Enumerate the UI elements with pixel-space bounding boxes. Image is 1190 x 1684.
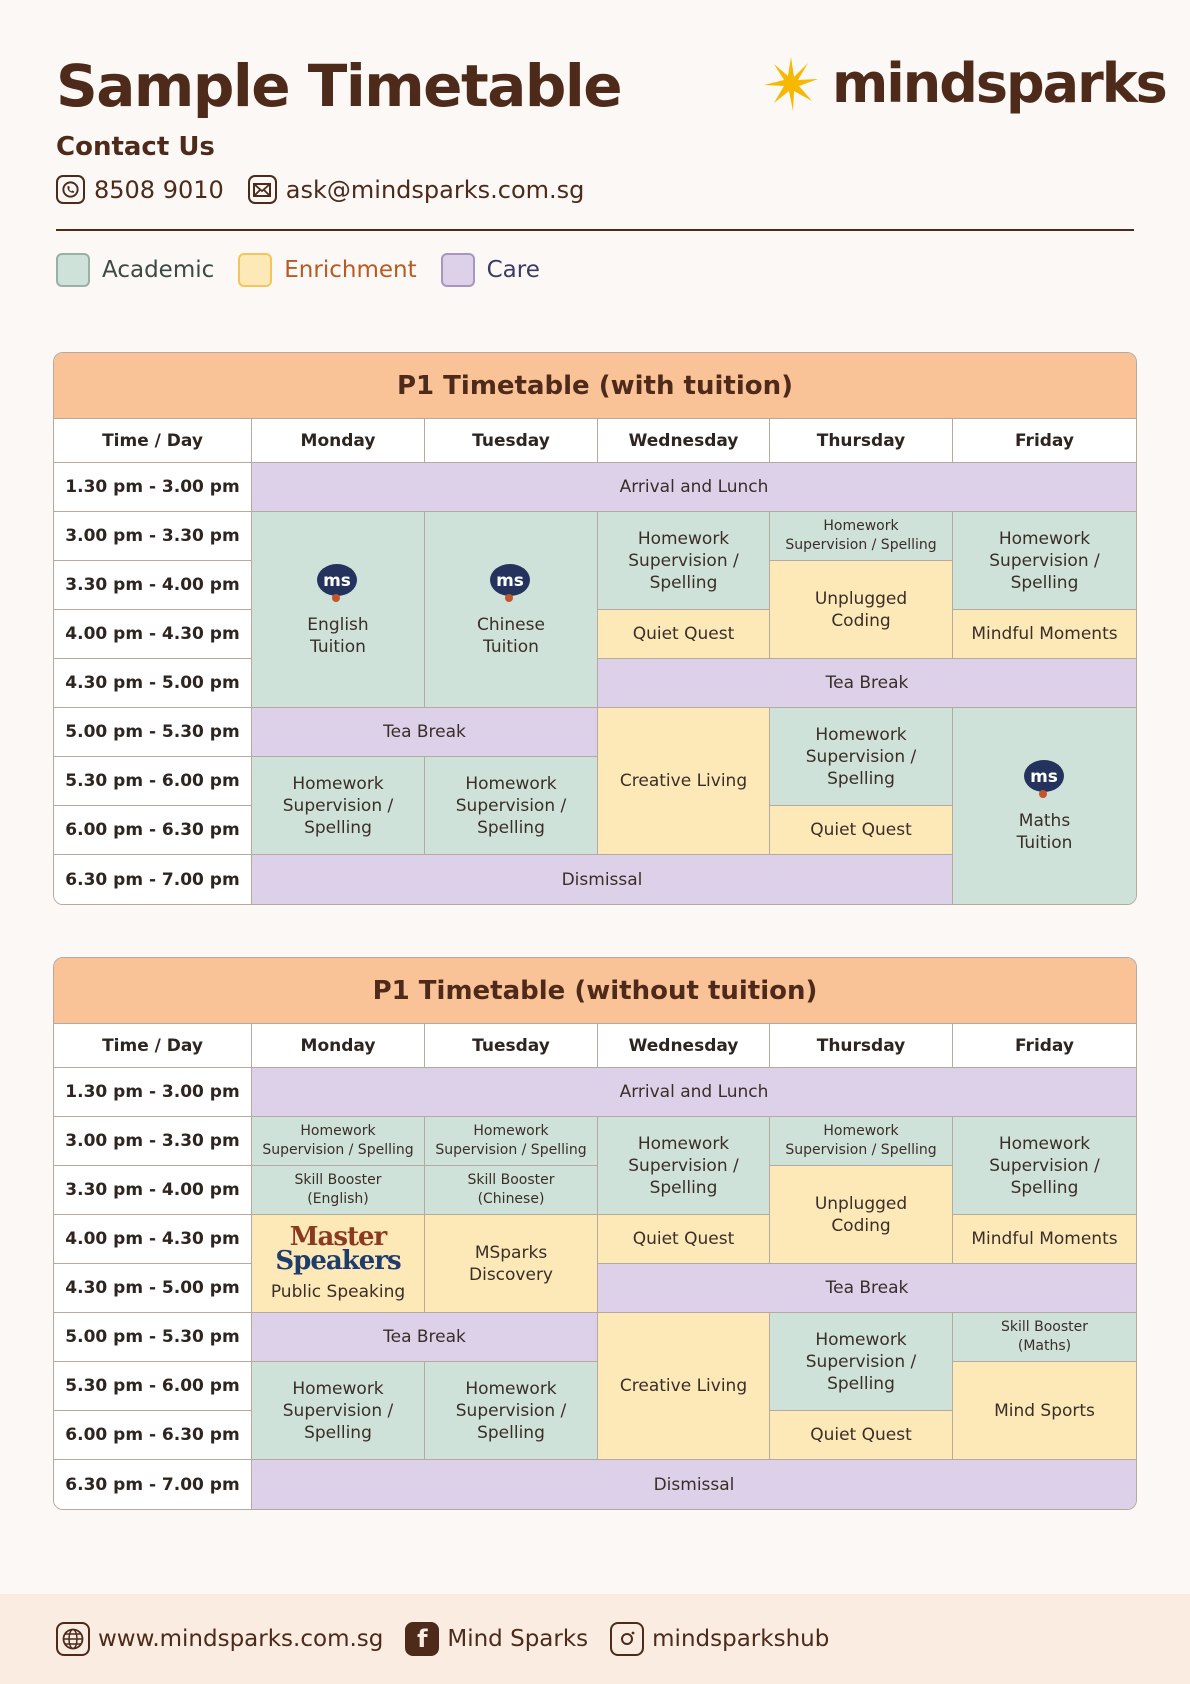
email-address: ask@mindsparks.com.sg	[285, 175, 585, 204]
activity-tea-break: Tea Break	[598, 659, 1136, 708]
legend-enrichment	[238, 253, 416, 287]
time-cell: 5.30 pm - 6.00 pm	[54, 757, 252, 806]
activity-quiet-quest: Quiet Quest	[598, 1215, 770, 1264]
activity-tea-break: Tea Break	[252, 1313, 598, 1362]
phone-number: 8508 9010	[94, 175, 224, 204]
instagram-link[interactable]	[610, 1622, 829, 1656]
time-cell: 6.30 pm - 7.00 pm	[54, 855, 252, 904]
legend	[56, 253, 564, 287]
activity-homework: Homework Supervision / Spelling	[770, 512, 953, 561]
activity-unplugged-coding: Unplugged Coding	[770, 561, 953, 659]
mail-icon	[248, 175, 277, 204]
header-cell: Tuesday	[425, 419, 598, 463]
header-divider	[56, 229, 1134, 231]
enrichment-swatch	[238, 253, 272, 287]
activity-quiet-quest: Quiet Quest	[770, 1411, 953, 1460]
email-contact[interactable]	[248, 175, 585, 204]
activity-msparks-discovery: MSparks Discovery	[425, 1215, 598, 1313]
time-cell: 6.00 pm - 6.30 pm	[54, 806, 252, 855]
activity-mindful-moments: Mindful Moments	[953, 1215, 1136, 1264]
time-cell: 5.00 pm - 5.30 pm	[54, 708, 252, 757]
ms-tuition-icon	[316, 562, 360, 604]
activity-mind-sports: Mind Sports	[953, 1362, 1136, 1460]
timetable-grid	[54, 419, 1136, 904]
legend-care	[441, 253, 540, 287]
activity-homework: Homework Supervision / Spelling	[598, 512, 770, 610]
time-cell: 6.30 pm - 7.00 pm	[54, 1460, 252, 1509]
activity-skill-booster: Skill Booster (Chinese)	[425, 1166, 598, 1215]
activity-tea-break: Tea Break	[252, 708, 598, 757]
website-text: www.mindsparks.com.sg	[98, 1626, 384, 1652]
activity-dismissal: Dismissal	[252, 1460, 1136, 1509]
activity-homework: Homework Supervision / Spelling	[770, 708, 953, 806]
activity-label: English Tuition	[307, 614, 369, 657]
activity-homework: Homework Supervision / Spelling	[252, 1117, 425, 1166]
activity-homework: Homework Supervision / Spelling	[252, 757, 425, 855]
activity-homework: Homework Supervision / Spelling	[425, 1362, 598, 1460]
header-cell: Thursday	[770, 1024, 953, 1068]
time-cell: 5.00 pm - 5.30 pm	[54, 1313, 252, 1362]
activity-quiet-quest: Quiet Quest	[598, 610, 770, 659]
header-cell: Wednesday	[598, 419, 770, 463]
activity-unplugged-coding: Unplugged Coding	[770, 1166, 953, 1264]
instagram-text: mindsparkshub	[652, 1626, 830, 1652]
legend-care-label: Care	[486, 257, 540, 283]
footer	[0, 1594, 1190, 1684]
header-cell: Monday	[252, 419, 425, 463]
brand-logo	[762, 52, 1166, 115]
activity-skill-booster: Skill Booster (Maths)	[953, 1313, 1136, 1362]
activity-homework: Homework Supervision / Spelling	[953, 1117, 1136, 1215]
contact-heading: Contact Us	[56, 132, 215, 162]
activity-creative-living: Creative Living	[598, 1313, 770, 1460]
activity-label: Public Speaking	[270, 1281, 406, 1302]
activity-homework: Homework Supervision / Spelling	[425, 757, 598, 855]
activity-homework: Homework Supervision / Spelling	[598, 1117, 770, 1215]
timetable-without-tuition	[53, 957, 1137, 1510]
header-cell: Monday	[252, 1024, 425, 1068]
care-swatch	[441, 253, 475, 287]
time-cell: 4.00 pm - 4.30 pm	[54, 610, 252, 659]
legend-enrichment-label: Enrichment	[284, 257, 417, 283]
activity-english-tuition	[252, 512, 425, 708]
time-cell: 4.00 pm - 4.30 pm	[54, 1215, 252, 1264]
facebook-link[interactable]	[405, 1622, 588, 1656]
activity-homework: Homework Supervision / Spelling	[770, 1117, 953, 1166]
master-speakers-logo	[275, 1221, 401, 1276]
time-cell: 5.30 pm - 6.00 pm	[54, 1362, 252, 1411]
star-burst-icon	[762, 55, 820, 113]
header-cell: Friday	[953, 419, 1136, 463]
legend-academic-label: Academic	[102, 257, 215, 283]
activity-mindful-moments: Mindful Moments	[953, 610, 1136, 659]
header-cell: Wednesday	[598, 1024, 770, 1068]
ms-tuition-icon	[489, 562, 533, 604]
activity-homework: Homework Supervision / Spelling	[770, 1313, 953, 1411]
time-cell: 3.30 pm - 4.00 pm	[54, 561, 252, 610]
ms-badge-text: ms	[496, 570, 524, 591]
header-cell: Time / Day	[54, 419, 252, 463]
timetable-title: P1 Timetable (with tuition)	[54, 353, 1136, 419]
activity-quiet-quest: Quiet Quest	[770, 806, 953, 855]
activity-homework: Homework Supervision / Spelling	[425, 1117, 598, 1166]
master-speakers-line1: Master	[289, 1221, 387, 1252]
website-link[interactable]	[56, 1622, 383, 1656]
header-cell: Friday	[953, 1024, 1136, 1068]
header-cell: Tuesday	[425, 1024, 598, 1068]
activity-tea-break: Tea Break	[598, 1264, 1136, 1313]
contact-row	[56, 175, 608, 204]
facebook-text: Mind Sparks	[447, 1626, 589, 1652]
ms-badge-text: ms	[1029, 767, 1058, 787]
page-title: Sample Timetable	[56, 52, 622, 120]
time-cell: 3.00 pm - 3.30 pm	[54, 512, 252, 561]
time-cell: 1.30 pm - 3.00 pm	[54, 1068, 252, 1117]
activity-label: Maths Tuition	[1016, 811, 1073, 853]
activity-skill-booster: Skill Booster (English)	[252, 1166, 425, 1215]
time-cell: 3.00 pm - 3.30 pm	[54, 1117, 252, 1166]
whatsapp-icon	[56, 175, 85, 204]
facebook-icon: f	[405, 1622, 439, 1656]
legend-academic	[56, 253, 214, 287]
globe-icon	[56, 1622, 90, 1656]
activity-maths-tuition	[953, 708, 1136, 904]
master-speakers-line2: Speakers	[275, 1245, 401, 1276]
timetable-title: P1 Timetable (without tuition)	[54, 958, 1136, 1024]
time-cell: 1.30 pm - 3.00 pm	[54, 463, 252, 512]
activity-chinese-tuition	[425, 512, 598, 708]
phone-contact[interactable]	[56, 175, 224, 204]
activity-label: Chinese Tuition	[477, 614, 545, 657]
activity-arrival-lunch: Arrival and Lunch	[252, 463, 1136, 512]
header-cell: Thursday	[770, 419, 953, 463]
instagram-icon	[610, 1622, 644, 1656]
activity-arrival-lunch: Arrival and Lunch	[252, 1068, 1136, 1117]
ms-badge-text: ms	[323, 570, 351, 591]
activity-homework: Homework Supervision / Spelling	[252, 1362, 425, 1460]
ms-tuition-icon	[1023, 758, 1067, 800]
header-cell: Time / Day	[54, 1024, 252, 1068]
activity-creative-living: Creative Living	[598, 708, 770, 855]
time-cell: 3.30 pm - 4.00 pm	[54, 1166, 252, 1215]
activity-public-speaking	[252, 1215, 425, 1313]
academic-swatch	[56, 253, 90, 287]
time-cell: 6.00 pm - 6.30 pm	[54, 1411, 252, 1460]
brand-name: mindsparks	[832, 52, 1166, 115]
activity-homework: Homework Supervision / Spelling	[953, 512, 1136, 610]
time-cell: 4.30 pm - 5.00 pm	[54, 659, 252, 708]
time-cell: 4.30 pm - 5.00 pm	[54, 1264, 252, 1313]
activity-dismissal: Dismissal	[252, 855, 953, 904]
timetable-grid	[54, 1024, 1136, 1509]
timetable-with-tuition	[53, 352, 1137, 905]
